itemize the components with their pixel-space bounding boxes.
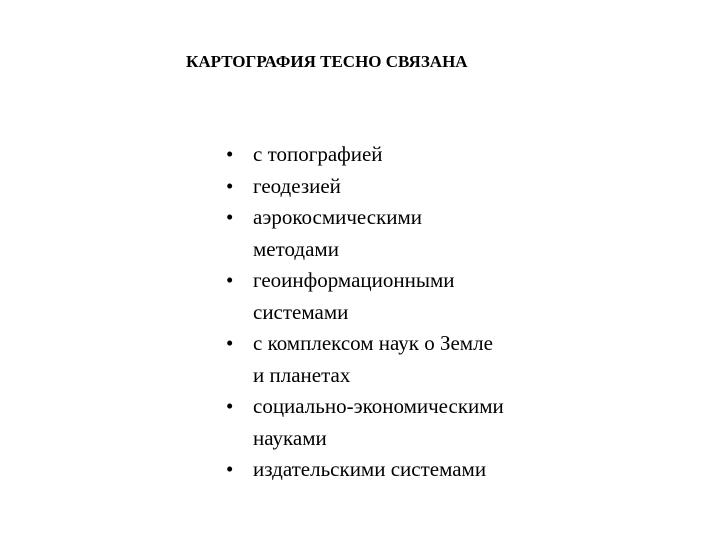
list-item [226, 391, 586, 454]
list-item-line: с комплексом наук о Земле [253, 331, 493, 355]
list-item [226, 265, 586, 328]
list-item-line: методами [253, 236, 339, 261]
bullet-icon: • [226, 394, 234, 418]
bullet-icon: • [226, 268, 234, 292]
bullet-icon: • [226, 173, 234, 198]
list-item [226, 328, 586, 391]
bullet-icon: • [226, 331, 234, 355]
list-item-line: с топографией [253, 142, 383, 166]
list-item-line: геодезией [253, 173, 341, 198]
bullet-icon: • [226, 205, 234, 229]
bullet-icon: • [226, 457, 234, 481]
list-item-line: системами [253, 299, 349, 324]
bullet-list [226, 139, 586, 486]
list-item-line: геоинформационными [253, 268, 455, 292]
bullet-icon: • [226, 142, 234, 166]
list-item-line: издательскими системами [253, 457, 487, 481]
list-item-line: аэрокосмическими [253, 205, 423, 229]
list-item [226, 139, 586, 171]
slide-title: КАРТОГРАФИЯ ТЕСНО СВЯЗАНА [186, 52, 468, 71]
list-item-line: и планетах [253, 362, 351, 387]
list-item-line: социально-экономическими [253, 394, 504, 418]
list-item [226, 454, 586, 486]
list-item [226, 202, 586, 265]
list-item [226, 171, 586, 203]
list-item-line: науками [253, 425, 327, 450]
